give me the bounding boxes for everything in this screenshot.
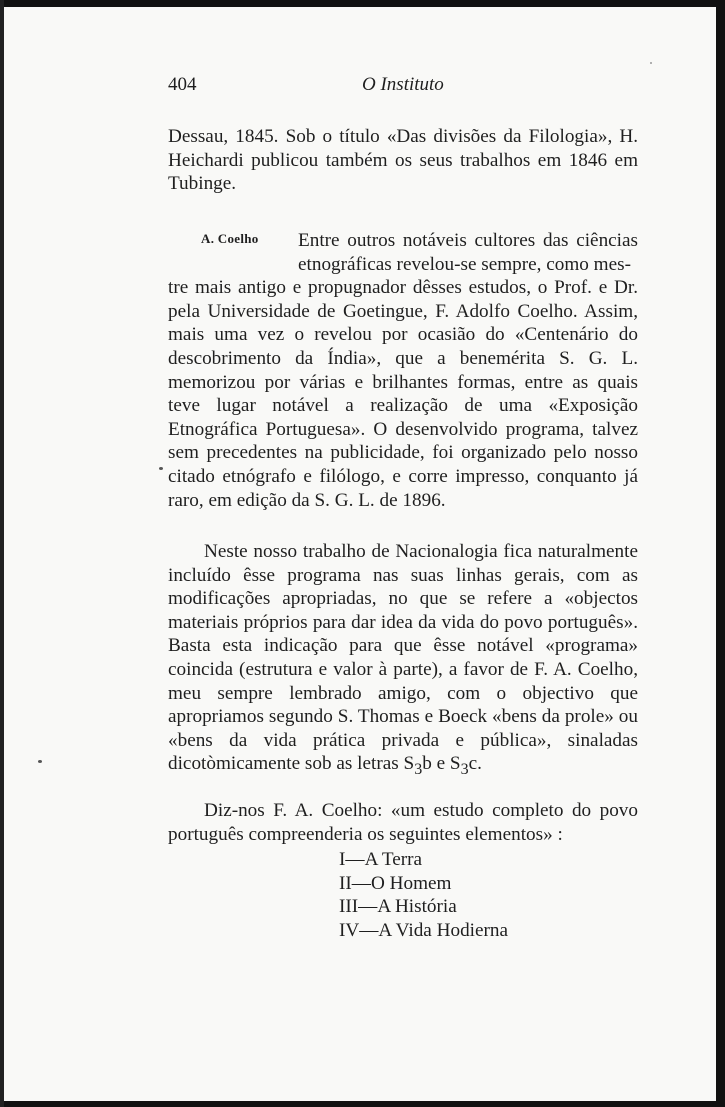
scan-border-bottom bbox=[0, 1101, 725, 1107]
scan-border-top bbox=[0, 0, 725, 7]
paragraph-4: Diz-nos F. A. Coelho: «um estudo completo do povo português compreenderia os seguintes elementos» : bbox=[168, 800, 638, 845]
running-title: O Instituto bbox=[362, 74, 444, 95]
scan-speck bbox=[650, 62, 652, 64]
scan-speck bbox=[38, 760, 42, 763]
list-item: II—O Homem bbox=[339, 872, 452, 894]
paragraph-3-text: Neste nosso trabalho de Nacionalogia fica naturalmente incluído êsse programa nas suas linhas gerais, com as modificações apropriadas, no que se refere a «objectos materiais próprios para dar idea da vida do povo português». Basta esta indicação para que êsse notável «programa» coincida (estrutura e valor à parte), a favor de F. A. Coelho, meu sempre lembrado amigo, com o objectivo que apropriamos segundo S. Thomas e Boeck «bens da prole» ou «bens da vida prática privada e pública», sinaladas dicotòmicamente sob as letras S bbox=[168, 541, 638, 775]
paragraph-2 bbox=[168, 229, 638, 512]
paragraph-3 bbox=[168, 540, 638, 782]
page-number: 404 bbox=[168, 74, 197, 95]
elements-list bbox=[339, 848, 508, 942]
list-item: III—A História bbox=[339, 896, 457, 918]
scan-border-right bbox=[716, 0, 725, 1107]
paragraph-2-first-line: Entre outros notáveis cultores das ciências etnográficas revelou-se sempre, como mes- bbox=[298, 230, 638, 275]
margin-note: A. Coelho bbox=[201, 231, 259, 246]
page-header bbox=[168, 74, 638, 100]
subscript-2: 3 bbox=[460, 761, 469, 779]
list-item: I—A Terra bbox=[339, 849, 423, 870]
paragraph-3-text-2: b e S bbox=[422, 753, 461, 775]
scan-border-left bbox=[0, 0, 4, 1107]
paragraph-3-text-3: c. bbox=[468, 753, 482, 775]
scan-speck bbox=[159, 467, 163, 470]
subscript-1: 3 bbox=[414, 761, 423, 779]
list-item: IV—A Vida Hodierna bbox=[339, 919, 509, 941]
paragraph-2-body: tre mais antigo e propugnador dêsses estudos, o Prof. e Dr. pela Universidade de Goetingue, F. Adolfo Coelho. Assim, mais uma vez o revelou por ocasião do «Centenário do descobrimento da Índia», que a benemérita S. G. L. memorizou por várias e brilhantes formas, entre as quais teve lugar notável a realização de uma «Exposição Etnográfica Portuguesa». O desenvolvido programa, talvez sem precedentes na publicidade, foi organizado pelo nosso citado etnógrafo e filólogo, e corre impresso, conquanto já raro, em edição da S. G. L. de 1896. bbox=[168, 277, 638, 511]
paragraph-1: Dessau, 1845. Sob o título «Das divisões da Filologia», H. Heichardi publicou também os seus trabalhos em 1846 em Tubinge. bbox=[168, 126, 638, 195]
